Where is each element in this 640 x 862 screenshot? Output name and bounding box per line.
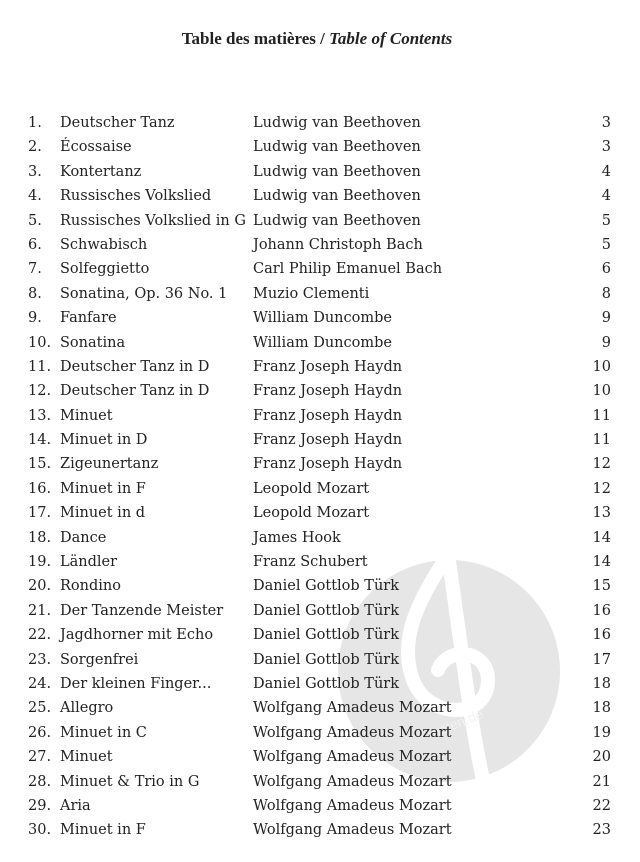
page-number: 23 — [592, 822, 611, 839]
toc-entry — [0, 259, 640, 283]
toc-entry — [0, 796, 640, 820]
piece-title: Fanfare — [60, 310, 117, 327]
piece-title: Minuet in F — [60, 822, 146, 839]
page-number: 17 — [592, 651, 611, 668]
composer-name: Wolfgang Amadeus Mozart — [253, 773, 452, 790]
entry-number: 24. — [28, 675, 52, 692]
piece-title: Jagdhorner mit Echo — [60, 627, 214, 644]
toc-entry — [0, 674, 640, 698]
page-number: 10 — [592, 358, 611, 375]
page-number: 20 — [592, 749, 611, 766]
entry-number: 10. — [28, 334, 52, 351]
piece-title: Deutscher Tanz in D — [60, 358, 210, 375]
composer-name: William Duncombe — [253, 310, 392, 327]
entry-number: 11. — [28, 358, 52, 375]
composer-name: Wolfgang Amadeus Mozart — [253, 700, 452, 717]
piece-title: Schwabisch — [60, 236, 148, 253]
page-number: 11 — [592, 432, 611, 449]
composer-name: Franz Joseph Haydn — [253, 358, 403, 375]
entry-number: 25. — [28, 700, 52, 717]
composer-name: Ludwig van Beethoven — [253, 115, 421, 131]
piece-title: Sorgenfrei — [60, 651, 139, 668]
piece-title: Deutscher Tanz — [60, 115, 175, 131]
page-number: 9 — [601, 310, 611, 327]
entry-number: 7. — [28, 261, 42, 278]
toc-entry — [0, 235, 640, 259]
composer-name: Ludwig van Beethoven — [253, 163, 421, 180]
entry-number: 18. — [28, 529, 52, 546]
entry-number: 13. — [28, 407, 52, 424]
entry-number: 23. — [28, 651, 52, 668]
page-number: 5 — [601, 236, 611, 253]
page-number: 4 — [601, 188, 611, 205]
toc-entry — [0, 284, 640, 308]
entry-number: 21. — [28, 602, 52, 619]
title-french: Table des matières / — [181, 29, 325, 48]
page-number: 5 — [601, 212, 611, 229]
page-number: 22 — [592, 797, 611, 814]
toc-entry — [0, 650, 640, 674]
composer-name: Ludwig van Beethoven — [253, 139, 421, 156]
toc-entry — [0, 820, 640, 844]
composer-name: Franz Joseph Haydn — [253, 407, 403, 424]
piece-title: Russisches Volkslied in G — [60, 212, 246, 229]
page-number: 19 — [592, 724, 611, 741]
page-number: 16 — [592, 627, 611, 644]
composer-name: Daniel Gottlob Türk — [253, 675, 400, 692]
entry-number: 4. — [28, 188, 42, 205]
entry-number: 29. — [28, 797, 52, 814]
composer-name: Franz Schubert — [253, 554, 368, 571]
entry-number: 30. — [28, 822, 52, 839]
toc-entry — [0, 772, 640, 796]
composer-name: William Duncombe — [253, 334, 392, 351]
watermark-text: noten.de — [428, 705, 486, 741]
toc-entry — [0, 552, 640, 576]
piece-title: Sonatina, Op. 36 No. 1 — [60, 285, 228, 302]
entry-number: 9. — [28, 310, 42, 327]
composer-name: Daniel Gottlob Türk — [253, 627, 400, 644]
piece-title: Minuet — [60, 749, 113, 766]
piece-title: Écossaise — [60, 139, 132, 156]
toc-entry — [0, 454, 640, 478]
title-english: Table of Contents — [329, 29, 453, 48]
piece-title: Minuet — [60, 407, 113, 424]
page-number: 3 — [601, 115, 611, 131]
entry-number: 3. — [28, 163, 42, 180]
composer-name: Ludwig van Beethoven — [253, 188, 421, 205]
composer-name: Daniel Gottlob Türk — [253, 651, 400, 668]
piece-title: Der Tanzende Meister — [60, 602, 224, 619]
composer-name: Wolfgang Amadeus Mozart — [253, 724, 452, 741]
entry-number: 20. — [28, 578, 52, 595]
page-number: 14 — [592, 554, 611, 571]
entry-number: 19. — [28, 554, 52, 571]
toc-entry — [0, 576, 640, 600]
piece-title: Russisches Volkslied — [60, 188, 212, 205]
table-of-contents — [0, 113, 640, 845]
entry-number: 15. — [28, 456, 52, 473]
composer-name: Daniel Gottlob Türk — [253, 578, 400, 595]
piece-title: Dance — [60, 529, 107, 546]
piece-title: Sonatina — [60, 334, 126, 351]
entry-number: 8. — [28, 285, 42, 302]
composer-name: Johann Christoph Bach — [253, 236, 423, 253]
entry-number: 12. — [28, 383, 52, 400]
piece-title: Ländler — [60, 554, 118, 571]
page-number: 21 — [592, 773, 611, 790]
entry-number: 6. — [28, 236, 42, 253]
piece-title: Aria — [60, 797, 91, 814]
entry-number: 14. — [28, 432, 52, 449]
toc-entry — [0, 406, 640, 430]
toc-entry — [0, 503, 640, 527]
page-number: 14 — [592, 529, 611, 546]
toc-entry — [0, 430, 640, 454]
toc-entry — [0, 211, 640, 235]
toc-entry — [0, 601, 640, 625]
toc-entry — [0, 137, 640, 161]
toc-entry — [0, 698, 640, 722]
composer-name: Ludwig van Beethoven — [253, 212, 421, 229]
entry-number: 2. — [28, 139, 42, 156]
toc-entry — [0, 723, 640, 747]
toc-entry — [0, 747, 640, 771]
composer-name: Wolfgang Amadeus Mozart — [253, 822, 452, 839]
piece-title: Minuet in d — [60, 505, 146, 522]
piece-title: Minuet & Trio in G — [60, 773, 200, 790]
piece-title: Allegro — [60, 700, 114, 717]
piece-title: Rondino — [60, 578, 121, 595]
entry-number: 22. — [28, 627, 52, 644]
toc-entry — [0, 381, 640, 405]
piece-title: Minuet in D — [60, 432, 148, 449]
composer-name: Carl Philip Emanuel Bach — [253, 261, 443, 278]
composer-name: Franz Joseph Haydn — [253, 456, 403, 473]
composer-name: Muzio Clementi — [253, 285, 370, 302]
composer-name: Wolfgang Amadeus Mozart — [253, 749, 452, 766]
composer-name: Franz Joseph Haydn — [253, 383, 403, 400]
page-title — [0, 29, 634, 49]
toc-entry — [0, 333, 640, 357]
composer-name: Franz Joseph Haydn — [253, 432, 403, 449]
toc-entry — [0, 528, 640, 552]
piece-title: Kontertanz — [60, 163, 142, 180]
toc-entry — [0, 479, 640, 503]
entry-number: 5. — [28, 212, 42, 229]
toc-entry — [0, 357, 640, 381]
toc-entry — [0, 186, 640, 210]
entry-number: 27. — [28, 749, 52, 766]
entry-number: 16. — [28, 480, 52, 497]
page-number: 8 — [601, 285, 611, 302]
entry-number: 1. — [28, 115, 42, 131]
composer-name: Leopold Mozart — [253, 480, 370, 497]
piece-title: Minuet in F — [60, 480, 146, 497]
composer-name: James Hook — [253, 529, 341, 546]
entry-number: 26. — [28, 724, 52, 741]
toc-entry — [0, 625, 640, 649]
page-number: 12 — [592, 480, 611, 497]
piece-title: Zigeunertanz — [60, 456, 159, 473]
page-number: 12 — [592, 456, 611, 473]
toc-entry — [0, 162, 640, 186]
composer-name: Leopold Mozart — [253, 505, 370, 522]
page-number: 6 — [601, 261, 611, 278]
page-number: 9 — [601, 334, 611, 351]
entry-number: 28. — [28, 773, 52, 790]
toc-entry — [0, 308, 640, 332]
page-number: 18 — [592, 675, 611, 692]
piece-title: Minuet in C — [60, 724, 147, 741]
composer-name: Wolfgang Amadeus Mozart — [253, 797, 452, 814]
piece-title: Der kleinen Finger... — [60, 675, 212, 692]
entry-number: 17. — [28, 505, 52, 522]
page-number: 13 — [592, 505, 611, 522]
composer-name: Daniel Gottlob Türk — [253, 602, 400, 619]
page-number: 3 — [601, 139, 611, 156]
page-number: 4 — [601, 163, 611, 180]
page-number: 18 — [592, 700, 611, 717]
piece-title: Deutscher Tanz in D — [60, 383, 210, 400]
piece-title: Solfeggietto — [60, 261, 150, 278]
page-number: 10 — [592, 383, 611, 400]
page-number: 15 — [592, 578, 611, 595]
toc-entry — [0, 113, 640, 137]
page-number: 11 — [592, 407, 611, 424]
page-number: 16 — [592, 602, 611, 619]
